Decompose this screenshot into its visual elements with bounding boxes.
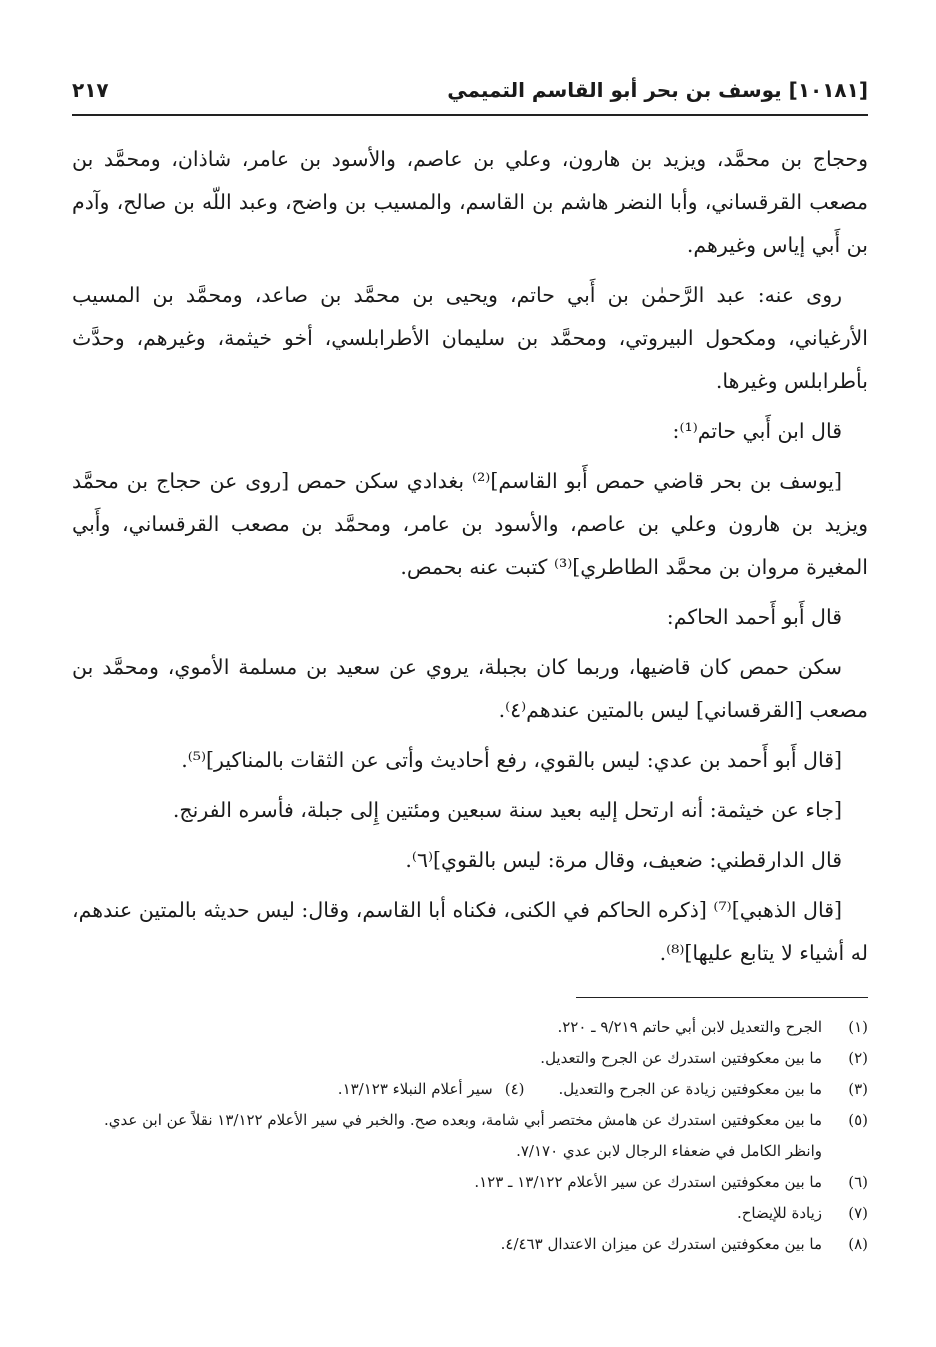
footnote-number: (٣) [848, 1080, 868, 1098]
footnote [72, 1167, 868, 1198]
paragraph: [جاء عن خيثمة: أنه ارتحل إليه بعيد سنة سبعين ومئتين إِلى جبلة، فأسره الفرنج. [172, 798, 842, 822]
paragraph: قال ابن أَبي حاتم⁽¹⁾: [672, 419, 842, 443]
footnote-text: ما بين معكوفتين استدرك عن الجرح والتعديل. [540, 1049, 822, 1067]
footnotes [72, 1012, 868, 1260]
footnote-text: ما بين معكوفتين استدرك عن ميزان الاعتدال ٤/٤٦٣. [500, 1235, 822, 1253]
footnote-number: (٦) [848, 1173, 868, 1191]
paragraph: روى عنه: عبد الرَّحمٰن بن أَبي حاتم، ويحيى بن محمَّد بن صاعد، ومحمَّد بن المسيب الأرغياني، ومكحول البيروتي، ومحمَّد بن سليمان الأطرابلسي، أخو خيثمة، وغيرهم، وحدَّث بأطرابلس وغيرها. [72, 283, 868, 393]
footnote [72, 1105, 868, 1167]
footnote [72, 1198, 868, 1229]
page-header [72, 70, 868, 116]
footnote [72, 1012, 868, 1043]
footnote [72, 1229, 868, 1260]
footnote-text: الجرح والتعديل لابن أبي حاتم ٩/٢١٩ ـ ٢٢٠. [557, 1018, 822, 1036]
footnote-divider [576, 997, 868, 998]
footnote-text: ما بين معكوفتين استدرك عن سير الأعلام ١٣/١٢٢ ـ ١٢٣. [474, 1173, 822, 1191]
paragraph: سكن حمص كان قاضيها، وربما كان بجبلة، يروي عن سعيد بن مسلمة الأموي، ومحمَّد بن مصعب [القرقساني] ليس بالمتين عندهم⁽٤⁾. [72, 655, 868, 722]
paragraph: [قال الذهبي]⁽⁷⁾ [ذكره الحاكم في الكنى، فكناه أبا القاسم، وقال: ليس حديثه بالمتين عندهم، له أشياء لا يتابع عليها]⁽⁸⁾. [72, 898, 868, 965]
footnote-number: (٢) [848, 1049, 868, 1067]
paragraph: [قال أَبو أَحمد بن عدي: ليس بالقوي، رفع أحاديث وأتى عن الثقات بالمناكير]⁽⁵⁾. [181, 748, 842, 772]
page-number: ٢١٧ [72, 78, 109, 102]
paragraph: قال أَبو أَحمد الحاكم: [666, 605, 842, 629]
footnote-number: (٧) [848, 1204, 868, 1222]
footnote-number: (٥) [848, 1111, 868, 1129]
footnote-text: زيادة للإيضاح. [736, 1204, 822, 1222]
footnote-text-part: ما بين معكوفتين زيادة عن الجرح والتعديل. [558, 1080, 822, 1098]
paragraph: [يوسف بن بحر قاضي حمص أَبو القاسم]⁽²⁾ بغدادي سكن حمص [روى عن حجاج بن محمَّد ويزيد بن هارون وعلي بن عاصم، والأسود بن عامر، ومحمَّد بن مصعب القرقساني، وأَبي المغيرة مروان بن محمَّد الطاطري]⁽³⁾ كتبت عنه بحمص. [72, 469, 868, 579]
footnote [72, 1043, 868, 1074]
footnote-text-part: سير أعلام النبلاء ١٣/١٢٣. [337, 1080, 493, 1098]
footnote-number: (١) [848, 1018, 868, 1036]
footnote-number: (٨) [848, 1235, 868, 1253]
running-head: [١٠١٨١] يوسف بن بحر أبو القاسم التميمي [447, 78, 868, 102]
main-text [72, 138, 868, 975]
book-page [72, 70, 868, 1260]
footnote-text: ما بين معكوفتين استدرك عن هامش مختصر أبي شامة، وبعده صح. والخبر في سير الأعلام ١٣/١٢٢ نقلاً عن ابن عدي. وانظر الكامل في ضعفاء الرجال لابن عدي ٧/١٧٠. [104, 1111, 822, 1160]
footnote-number: (٤) [504, 1080, 525, 1098]
footnote-text [72, 1074, 822, 1105]
footnote [72, 1074, 868, 1105]
paragraph: وحجاج بن محمَّد، ويزيد بن هارون، وعلي بن عاصم، والأسود بن عامر، شاذان، ومحمَّد بن مصعب القرقساني، وأبا النضر هاشم بن القاسم، والمسيب بن واضح، وعبد اللّه بن صالح، وآدم بن أَبي إياس وغيرهم. [72, 147, 868, 257]
paragraph: قال الدارقطني: ضعيف، وقال مرة: ليس بالقوي]⁽٦⁾. [405, 848, 842, 872]
